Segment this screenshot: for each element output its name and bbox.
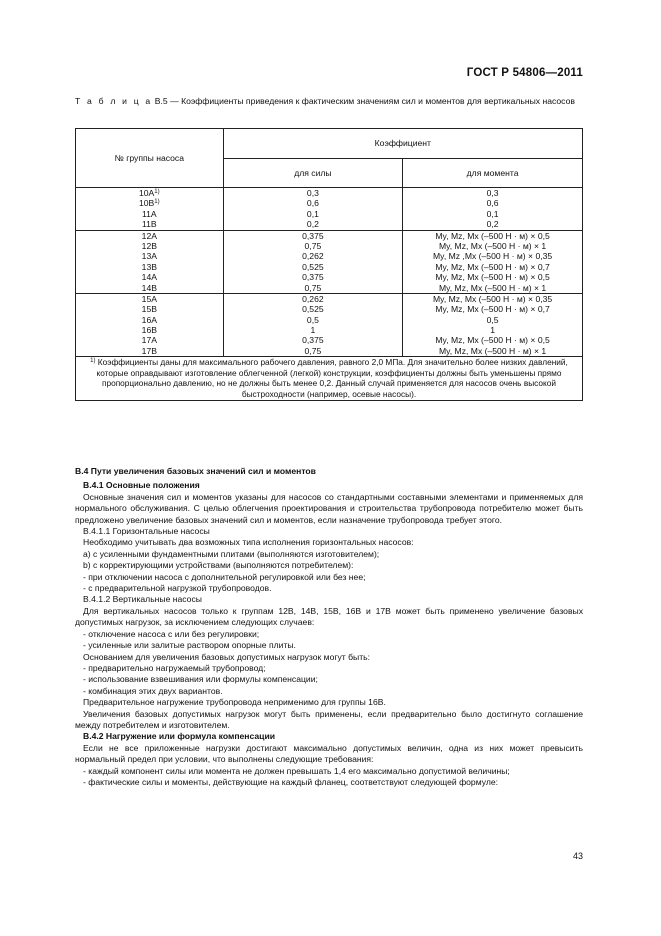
paragraph: - комбинация этих двух вариантов.: [83, 685, 223, 696]
table-cell-line: 0,375: [302, 335, 324, 346]
cell-group: [76, 188, 224, 231]
paragraph: b) с корректирующими устройствами (выполняются потребителем):: [83, 560, 354, 571]
table-cell-line: My, Mz ,Mx (–500 Н · м) × 0,35: [433, 251, 553, 262]
table-cell-line: 0,3: [486, 188, 499, 198]
footnote-text: Коэффициенты даны для максимального рабочего давления, равного 2,0 МПа. Для значительно более низких давлений, которые оправдывают изготовление облегченной (легкой) конструкции, коэффициенты должны быть уменьшены прямо пропорционально давлению, но не должны быть менее 0,2. Данный случай применяется для насосов очень высокой быстроходности (например, осевые насосы).: [96, 357, 568, 400]
paragraph: Предварительное нагружение трубопровода неприменимо для группы 16В.: [83, 697, 386, 708]
header-force: для силы: [223, 159, 403, 188]
table-cell-line: 0,262: [302, 293, 324, 304]
table-cell-line: My, Mz, Mx (–500 Н · м) × 0,5: [435, 230, 550, 241]
footnote-ref: 1): [154, 199, 160, 206]
cell-force: [223, 293, 403, 356]
table-cell-line: 12B: [141, 240, 157, 251]
table-row-group: [76, 293, 583, 356]
cell-force: [223, 230, 403, 293]
table-cell-line: 0,75: [304, 282, 322, 293]
table-cell-line: My, Mz, Mx (–500 Н · м) × 1: [438, 345, 547, 356]
table-cell-line: 13B: [141, 261, 157, 272]
table-cell-line: 13A: [141, 251, 157, 262]
paragraph: - отключение насоса с или без регулировки;: [83, 628, 260, 639]
cell-moment: [403, 230, 583, 293]
paragraph: - при отключении насоса с дополнительной регулировкой или без нее;: [83, 571, 366, 582]
table-footnote-row: [76, 357, 583, 400]
paragraph: Основанием для увеличения базовых допустимых нагрузок могут быть:: [83, 651, 371, 662]
body-text: [75, 466, 583, 788]
coefficients-table: [75, 128, 583, 401]
table-cell-line: 0,75: [304, 240, 322, 251]
paragraph: - каждый компонент силы или момента не должен превышать 1,4 его максимально допустимой величины;: [83, 765, 510, 776]
table-footnote: [76, 357, 583, 400]
table-cell-line: 16B: [141, 325, 157, 336]
table-caption-prefix: Т а б л и ц а: [75, 96, 153, 106]
table-cell-line: My, Mz, Mx (–500 Н · м) × 0,7: [435, 261, 550, 272]
table-cell-line: 0,6: [486, 198, 499, 209]
paragraph: - фактические силы и моменты, действующие на каждый фланец, соответствуют следующей формуле:: [83, 776, 499, 787]
paragraph: В.4.1.2 Вертикальные насосы: [83, 594, 202, 605]
table-cell-line: 15B: [141, 304, 157, 315]
table-cell-line: 0,3: [306, 188, 319, 198]
footnote-ref: 1): [154, 189, 160, 195]
table-cell-line: 0,262: [302, 251, 324, 262]
table-cell-line: My, Mz, Mx (–500 Н · м) × 0,5: [435, 272, 550, 283]
table-cell-line: 1: [310, 325, 316, 336]
table-cell-line: 0,2: [306, 219, 319, 230]
table-cell-line: 14B: [141, 282, 157, 293]
table-cell-line: 12A: [141, 230, 157, 241]
table-cell-line: My, Mz, Mx (–500 Н · м) × 0,35: [433, 293, 553, 304]
table-cell-line: $10B^{1)}$: [139, 198, 160, 209]
paragraph: В.4.1.1 Горизонтальные насосы: [83, 526, 210, 537]
table-cell-line: 0,2: [486, 219, 499, 230]
table-cell-line: 16A: [141, 314, 157, 325]
table-cell-line: 0,375: [302, 230, 324, 241]
standard-designation: ГОСТ Р 54806—2011: [466, 67, 583, 79]
paragraph: Если не все приложенные нагрузки достигают максимально допустимых величин, одна из них может превысить нормальный предел при условии, что выполнены следующие требования:: [75, 742, 583, 765]
table-caption: [75, 96, 581, 107]
cell-moment: [403, 293, 583, 356]
table-row-group: [76, 230, 583, 293]
footnote-mark: 1): [90, 358, 96, 365]
header-coefficient: Коэффициент: [223, 129, 582, 159]
table-cell-line: My, Mz, Mx (–500 Н · м) × 1: [438, 282, 547, 293]
cell-moment: [403, 188, 583, 231]
table-cell-line: 0,6: [306, 198, 319, 209]
table-cell-line: 17B: [141, 345, 157, 356]
paragraph: Увеличения базовых допустимых нагрузок могут быть применены, если предварительно было достигнуто соглашение между потребителем и изготовителем.: [75, 708, 583, 730]
paragraph: В.4.1 Основные положения: [83, 480, 200, 491]
table-cell-line: 11B: [141, 219, 157, 230]
table-cell-line: My, Mz, Mx (–500 Н · м) × 0,7: [435, 304, 550, 315]
table-cell-line: 0,525: [302, 304, 324, 315]
paragraph: - предварительно нагружаемый трубопровод;: [83, 662, 266, 673]
table-cell-line: 1: [490, 325, 495, 336]
table-row-group: [76, 188, 583, 231]
table-cell-line: 0,375: [302, 272, 324, 283]
paragraph: Необходимо учитывать два возможных типа исполнения горизонтальных насосов:: [83, 537, 414, 548]
table-cell-line: 14A: [141, 272, 157, 283]
table-caption-text: В.5 — Коэффициенты приведения к фактическим значениям сил и моментов для вертикальных насосов: [154, 96, 575, 106]
header-group-number: № группы насоса: [76, 129, 224, 188]
cell-group: [76, 293, 224, 356]
table-cell-line: 0,1: [486, 208, 499, 219]
table-cell-line: 0,75: [304, 345, 322, 356]
cell-force: [223, 188, 403, 231]
cell-group: [76, 230, 224, 293]
table-cell-line: $10A^{1)}$: [139, 188, 160, 198]
paragraph: - использование взвешивания или формулы компенсации;: [83, 674, 318, 685]
table-cell-line: 0,1: [306, 208, 319, 219]
table-cell-line: 15A: [141, 293, 157, 304]
paragraph: В.4.2 Нагружение или формула компенсации: [83, 731, 276, 742]
table-cell-line: My, Mz, Mx (–500 Н · м) × 1: [438, 240, 547, 251]
paragraph: - усиленные или залитые раствором опорные плиты.: [83, 640, 296, 651]
page-number: 43: [572, 851, 583, 861]
table-cell-line: My, Mz, Mx (–500 Н · м) × 0,5: [435, 335, 550, 346]
table-cell-line: 11A: [141, 208, 157, 219]
table-cell-line: 17A: [141, 335, 157, 346]
paragraph: - с предварительной нагрузкой трубопроводов.: [83, 583, 272, 594]
paragraph: В.4 Пути увеличения базовых значений сил и моментов: [75, 466, 316, 476]
table-cell-line: 0,5: [486, 314, 499, 325]
paragraph: Для вертикальных насосов только к группам 12В, 14В, 15В, 16В и 17В может быть применено увеличение базовых допустимых нагрузок, за исключением следующих случаев:: [75, 605, 583, 628]
paragraph: а) с усиленными фундаментными плитами (выполняются изготовителем);: [83, 548, 380, 559]
table-cell-line: 0,5: [306, 314, 319, 325]
paragraph: Основные значения сил и моментов указаны для насосов со стандартными составными элементами и применяемых для нормального обслуживания. С целью облегчения проектирования и строительства трубопровода потребителю может быть предложено увеличение базовых значений сил и моментов, если назначение трубопровода требует этого.: [75, 491, 583, 525]
table-cell-line: 0,525: [302, 261, 324, 272]
header-moment: для момента: [403, 159, 583, 188]
